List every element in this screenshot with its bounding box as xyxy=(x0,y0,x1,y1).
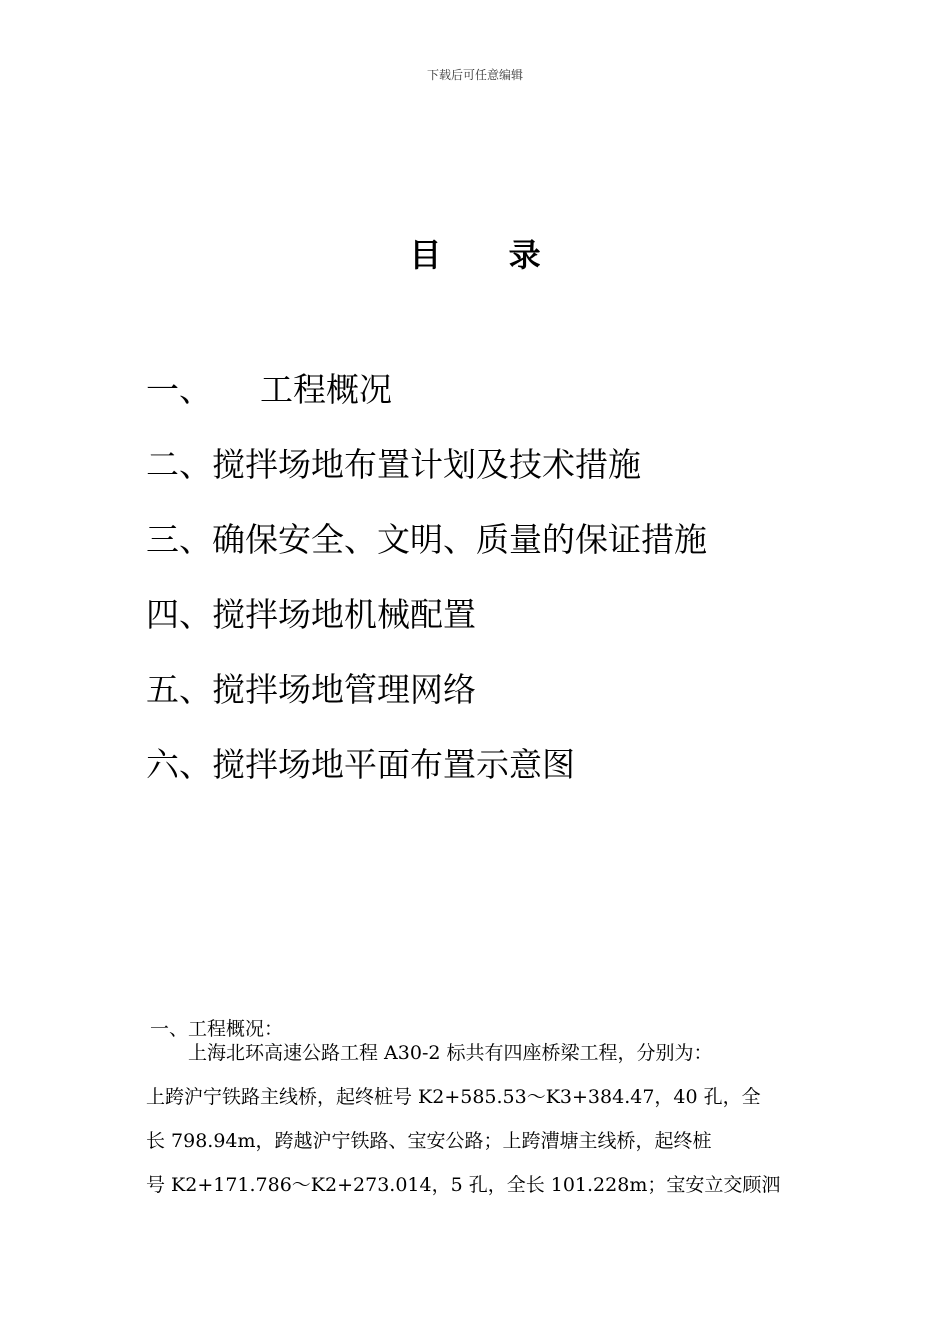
toc-item-6 xyxy=(146,745,575,785)
paragraph-line: 上跨沪宁铁路主线桥，起终桩号 K2+585.53～K3+384.47，40 孔，全 xyxy=(146,1086,761,1108)
toc-item-label: 确保安全、文明、质量的保证措施 xyxy=(212,520,707,559)
toc-item-number: 四、 xyxy=(146,595,212,634)
toc-item-label: 搅拌场地机械配置 xyxy=(212,595,476,634)
toc-item-4 xyxy=(146,595,476,635)
page-header-note: 下载后可任意编辑 xyxy=(426,68,523,82)
toc-title: 目 录 xyxy=(409,236,569,274)
toc-item-number: 三、 xyxy=(146,520,212,559)
toc-item-label: 搅拌场地管理网络 xyxy=(212,670,476,709)
toc-item-number: 五、 xyxy=(146,670,212,709)
paragraph-line: 号 K2+171.786～K2+273.014，5 孔，全长 101.228m；宝安立交顾泗 xyxy=(146,1174,781,1196)
paragraph-line: 上海北环高速公路工程 A30-2 标共有四座桥梁工程，分别为： xyxy=(188,1042,713,1064)
toc-item-3 xyxy=(146,520,707,560)
toc-item-number: 二、 xyxy=(146,445,212,484)
paragraph-line: 长 798.94m，跨越沪宁铁路、宝安公路；上跨漕塘主线桥，起终桩 xyxy=(146,1130,712,1152)
toc-item-number: 六、 xyxy=(146,745,212,784)
toc-item-number: 一、 xyxy=(146,370,212,409)
toc-item-5 xyxy=(146,670,476,710)
toc-item-label: 搅拌场地平面布置示意图 xyxy=(212,745,575,784)
toc-item-label: 搅拌场地布置计划及技术措施 xyxy=(212,445,641,484)
toc-item-1 xyxy=(146,370,392,410)
section-heading: 一、工程概况： xyxy=(150,1018,284,1040)
toc-item-2 xyxy=(146,445,641,485)
toc-item-label: 工程概况 xyxy=(260,370,392,409)
